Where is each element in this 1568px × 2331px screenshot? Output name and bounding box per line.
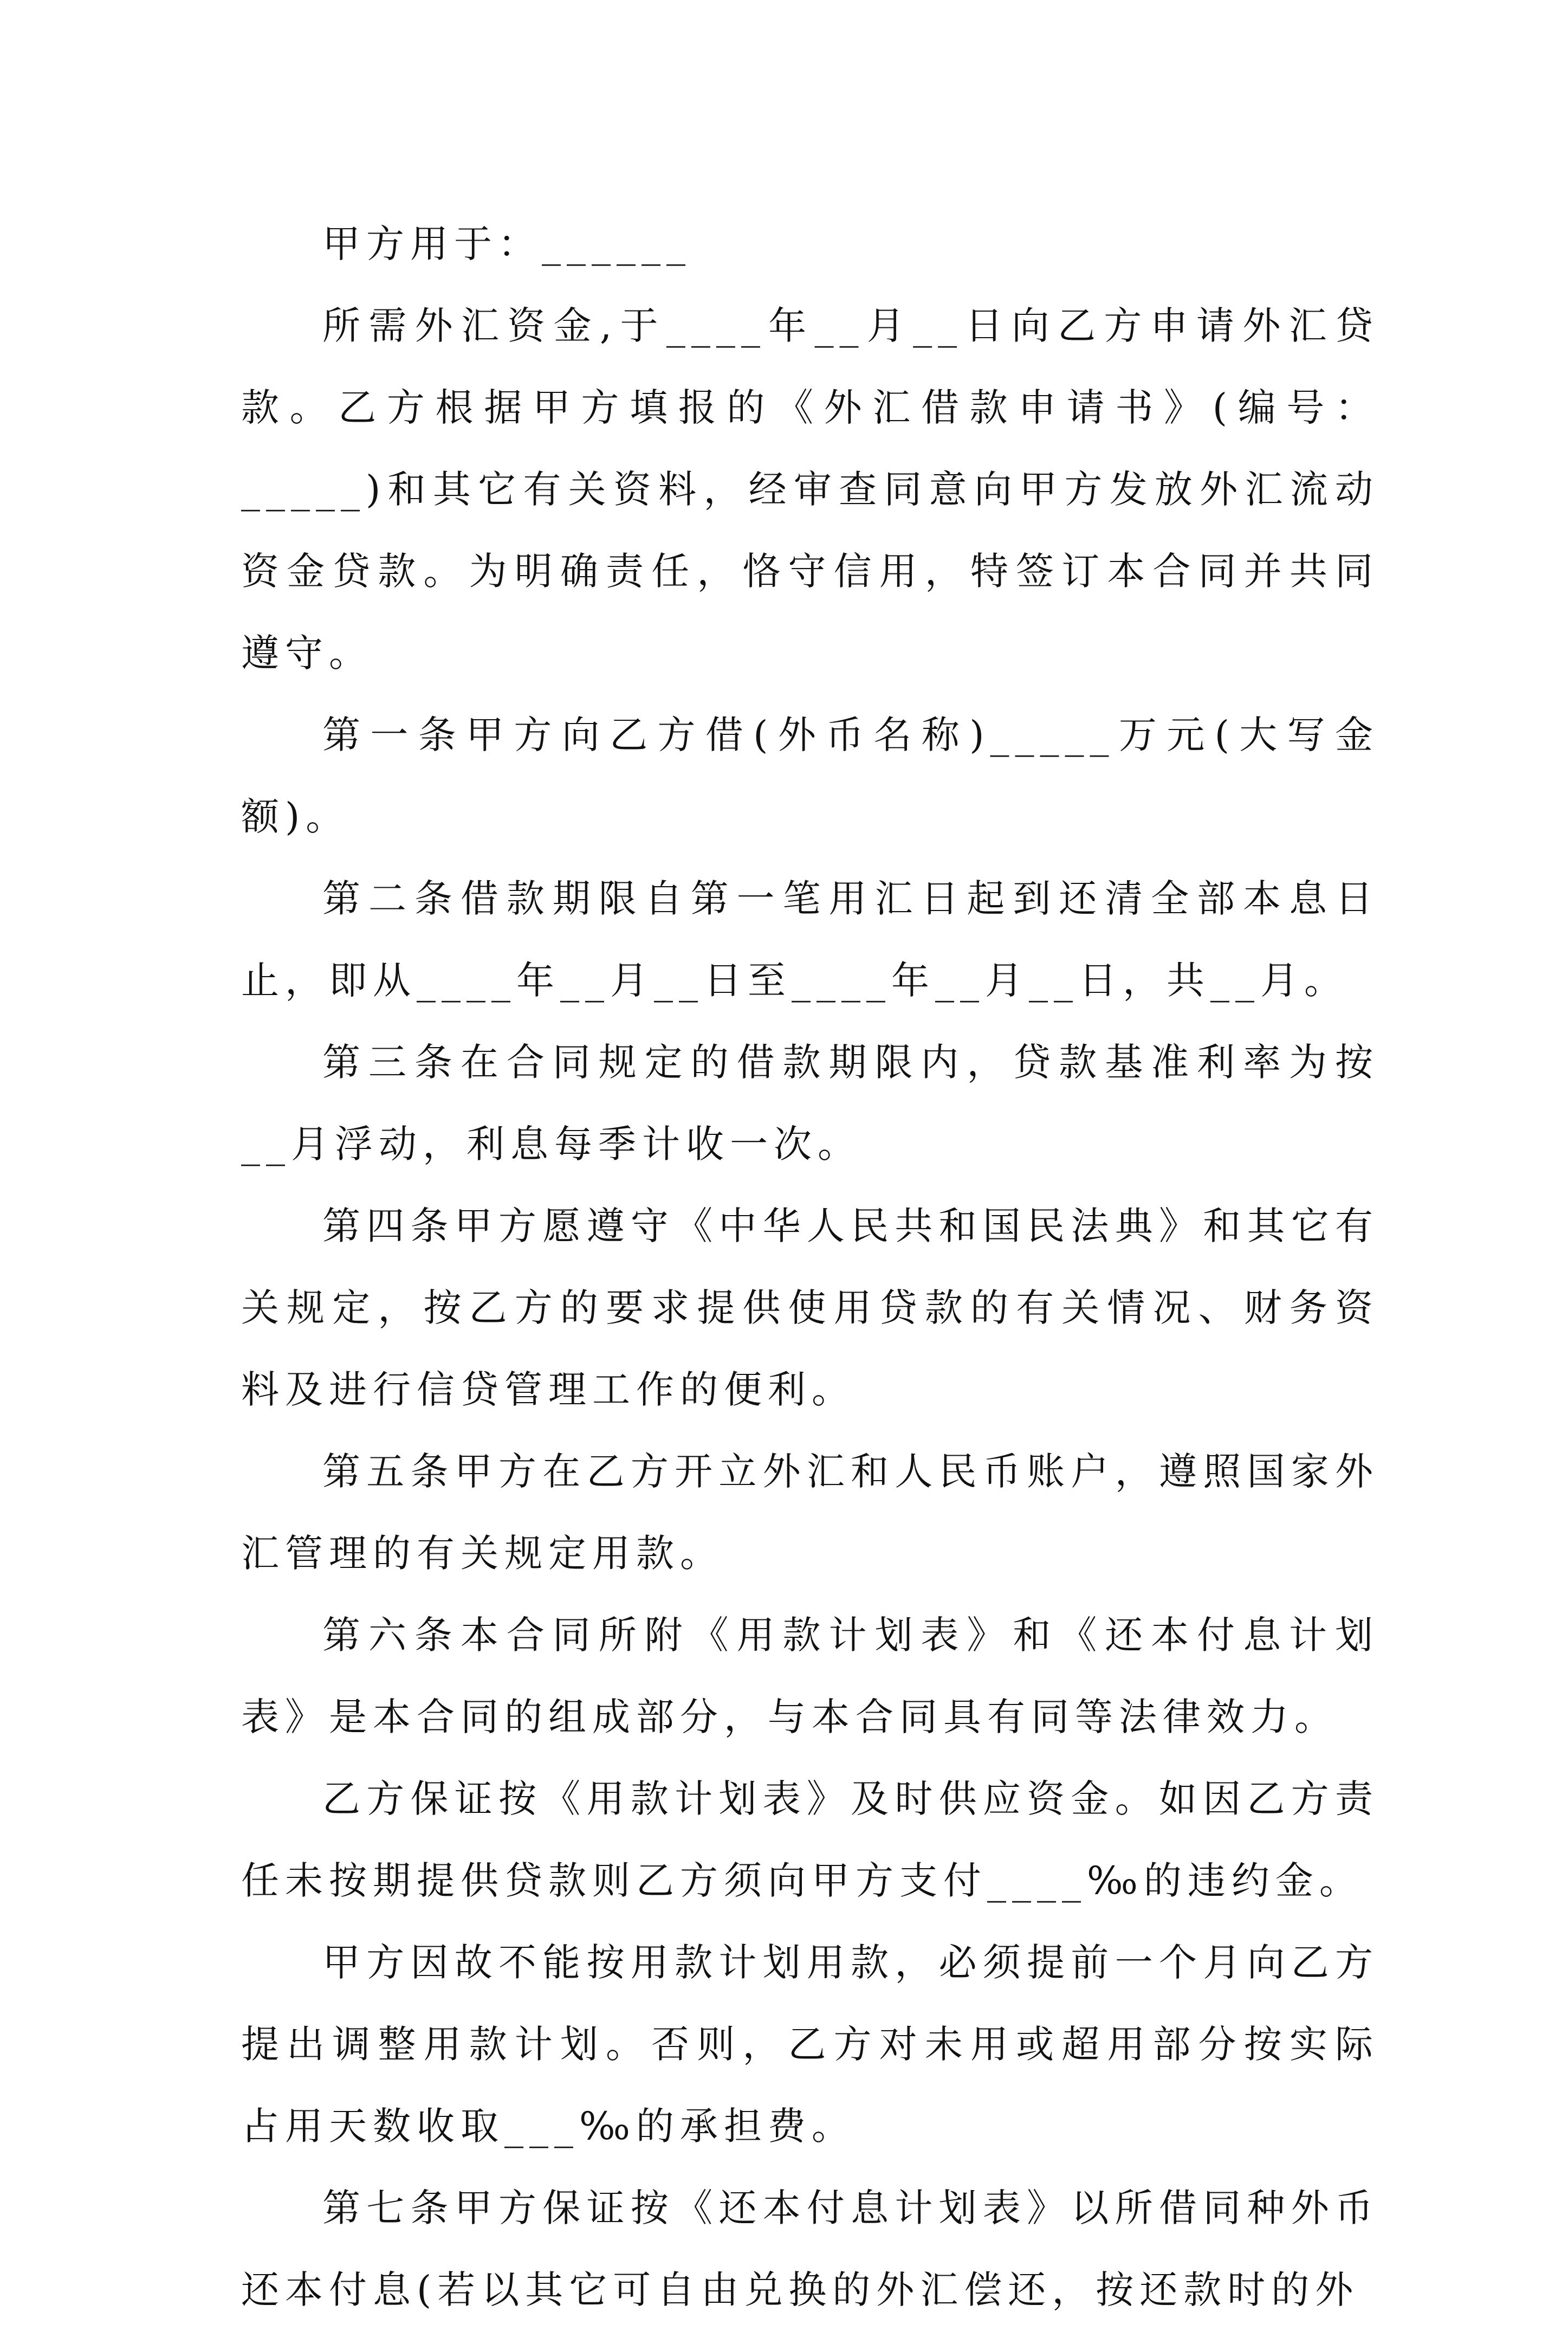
paragraph-article-7: 第七条甲方保证按《还本付息计划表》以所借同种外币还本付息(若以其它可自由兑换的外汇偿还，按还款时的外 [241,2186,1379,2312]
paragraph-article-1: 第一条甲方向乙方借(外币名称)_____万元(大写金额)。 [241,713,1379,839]
contract-body [241,203,1379,2331]
paragraph-article-6: 第六条本合同所附《用款计划表》和《还本付息计划表》是本合同的组成部分，与本合同具有同等法律效力。 [241,1613,1379,1739]
paragraph-plan-adjustment: 甲方因故不能按用款计划用款，必须提前一个月向乙方提出调整用款计划。否则，乙方对未用或超用部分按实际占用天数收取___‰的承担费。 [241,1940,1379,2148]
paragraph-supply-guarantee: 乙方保证按《用款计划表》及时供应资金。如因乙方责任未按期提供贷款则乙方须向甲方支付____‰的违约金。 [241,1777,1379,1903]
paragraph-purpose: 甲方用于：______ [322,222,691,266]
paragraph-application: 所需外汇资金,于____年__月__日向乙方申请外汇贷款。乙方根据甲方填报的《外汇借款申请书》(编号：_____)和其它有关资料，经审查同意向甲方发放外汇流动资金贷款。为明确责任，恪守信用，特签订本合同并共同遵守。 [241,304,1379,675]
paragraph-article-5: 第五条甲方在乙方开立外汇和人民币账户，遵照国家外汇管理的有关规定用款。 [241,1449,1379,1575]
paragraph-article-4: 第四条甲方愿遵守《中华人民共和国民法典》和其它有关规定，按乙方的要求提供使用贷款的有关情况、财务资料及进行信贷管理工作的便利。 [241,1204,1379,1412]
paragraph-article-2: 第二条借款期限自第一笔用汇日起到还清全部本息日止，即从____年__月__日至____年__月__日，共__月。 [241,876,1379,1003]
paragraph-article-3: 第三条在合同规定的借款期限内，贷款基准利率为按__月浮动，利息每季计收一次。 [241,1040,1379,1166]
